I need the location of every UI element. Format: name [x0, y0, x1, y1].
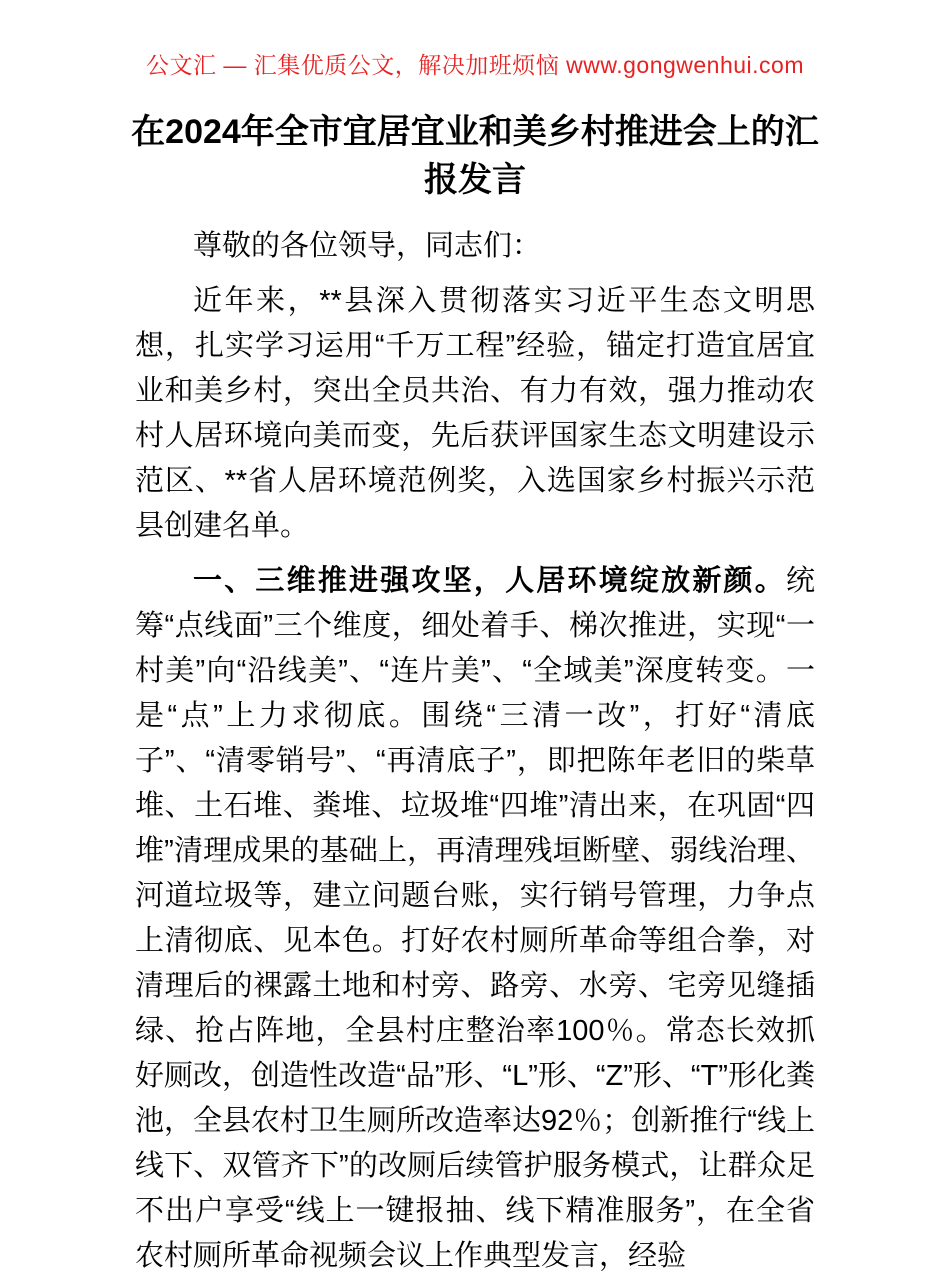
document-title: 在2024年全市宜居宜业和美乡村推进会上的汇报发言	[131, 113, 819, 199]
section-one-paragraph	[135, 559, 815, 1279]
document-body	[135, 224, 815, 1279]
section-one-heading: 一、三维推进强攻坚，人居环境绽放新颜。	[193, 565, 786, 597]
intro-paragraph	[135, 279, 815, 549]
watermark-header	[0, 0, 950, 80]
intro-text: 近年来，**县深入贯彻落实习近平生态文明思想，扎实学习运用“千万工程”经验，锚定打造宜居宜业和美乡村，突出全员共治、有力有效，强力推动农村人居环境向美而变，先后获评国家生态文明建设示范区、**省人居环境范例奖，入选国家乡村振兴示范县创建名单。	[135, 285, 815, 542]
salutation-text: 尊敬的各位领导，同志们：	[193, 230, 542, 262]
watermark-text: 公文汇 — 汇集优质公文，解决加班烦恼 www.gongwenhui.com	[145, 52, 804, 78]
section-one-text: 统筹“点线面”三个维度，细处着手、梯次推进，实现“一村美”向“沿线美”、“连片美”、“全域美”深度转变。一是“点”上力求彻底。围绕“三清一改”，打好“清底子”、“清零销号”、“再清底子”，即把陈年老旧的柴草堆、土石堆、粪堆、垃圾堆“四堆”清出来，在巩固“四堆”清理成果的基础上，再清理残垣断壁、弱线治理、河道垃圾等，建立问题台账，实行销号管理，力争点上清彻底、见本色。打好农村厕所革命等组合拳，对清理后的裸露土地和村旁、路旁、水旁、宅旁见缝插绿、抢占阵地，全县村庄整治率100％。常态长效抓好厕改，创造性改造“品”形、“L”形、“Z”形、“T”形化粪池，全县农村卫生厕所改造率达92％；创新推行“线上线下、双管齐下”的改厕后续管护服务模式，让群众足不出户享受“线上一键报抽、线下精准服务”，在全省农村厕所革命视频会议上作典型发言，经验	[135, 565, 815, 1272]
salutation-paragraph	[135, 224, 815, 269]
